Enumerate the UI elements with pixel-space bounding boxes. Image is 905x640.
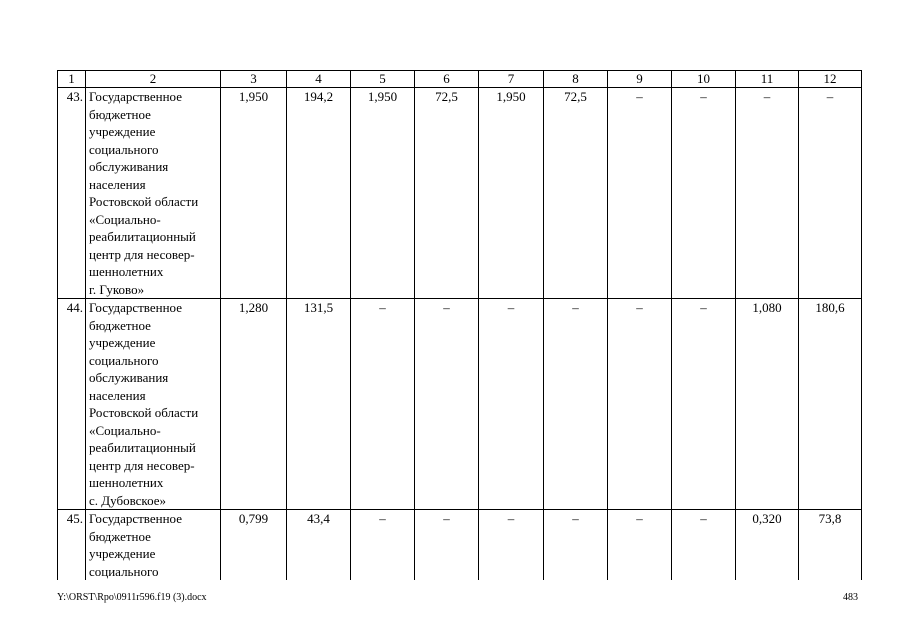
- table-cell: 1,950: [351, 88, 415, 299]
- table-cell: –: [479, 299, 544, 510]
- column-header: 10: [672, 71, 736, 88]
- table-row: [58, 88, 862, 299]
- table-cell: 73,8: [799, 510, 862, 581]
- institution-name: Государственное бюджетное учреждение социального обслуживания населения Ростовской области «Социально- реабилитационный центр для несовер- шеннолетних с. Дубовское»: [86, 299, 221, 510]
- column-header: 3: [221, 71, 287, 88]
- table-cell: 1,080: [736, 299, 799, 510]
- table-cell: 194,2: [287, 88, 351, 299]
- institution-name: Государственное бюджетное учреждение социального обслуживания населения Ростовской области «Социально- реабилитационный центр для несовер- шеннолетних г. Гуково»: [86, 88, 221, 299]
- column-header: 8: [544, 71, 608, 88]
- table-cell: –: [608, 299, 672, 510]
- table-cell: 1,950: [479, 88, 544, 299]
- column-header: 1: [58, 71, 86, 88]
- table-cell: –: [672, 299, 736, 510]
- footer-page-number: 483: [843, 592, 858, 603]
- table-cell: –: [351, 299, 415, 510]
- table-cell: 1,950: [221, 88, 287, 299]
- header-row: [58, 71, 862, 88]
- column-header: 11: [736, 71, 799, 88]
- institution-name: Государственное бюджетное учреждение социального: [86, 510, 221, 581]
- row-number: 45.: [58, 510, 86, 581]
- column-header: 4: [287, 71, 351, 88]
- table-row: [58, 299, 862, 510]
- table-cell: 0,320: [736, 510, 799, 581]
- table-cell: 43,4: [287, 510, 351, 581]
- table-cell: –: [415, 510, 479, 581]
- table-cell: –: [799, 88, 862, 299]
- table-cell: –: [608, 510, 672, 581]
- column-header: 9: [608, 71, 672, 88]
- table-cell: 131,5: [287, 299, 351, 510]
- table-cell: –: [415, 299, 479, 510]
- table-cell: –: [672, 88, 736, 299]
- data-table: [57, 70, 862, 580]
- table-cell: 0,799: [221, 510, 287, 581]
- table-cell: 1,280: [221, 299, 287, 510]
- column-header: 7: [479, 71, 544, 88]
- table-cell: –: [544, 510, 608, 581]
- table-cell: 72,5: [544, 88, 608, 299]
- table-row: [58, 510, 862, 581]
- row-number: 44.: [58, 299, 86, 510]
- table-body: [58, 71, 862, 581]
- table-cell: –: [736, 88, 799, 299]
- row-number: 43.: [58, 88, 86, 299]
- column-header: 5: [351, 71, 415, 88]
- table-cell: –: [479, 510, 544, 581]
- column-header: 6: [415, 71, 479, 88]
- table-cell: –: [544, 299, 608, 510]
- table-cell: –: [608, 88, 672, 299]
- footer-file-path: Y:\ORST\Rpo\0911r596.f19 (3).docx: [57, 592, 207, 603]
- table-cell: 72,5: [415, 88, 479, 299]
- table-cell: 180,6: [799, 299, 862, 510]
- table-cell: –: [672, 510, 736, 581]
- table-cell: –: [351, 510, 415, 581]
- column-header: 12: [799, 71, 862, 88]
- column-header: 2: [86, 71, 221, 88]
